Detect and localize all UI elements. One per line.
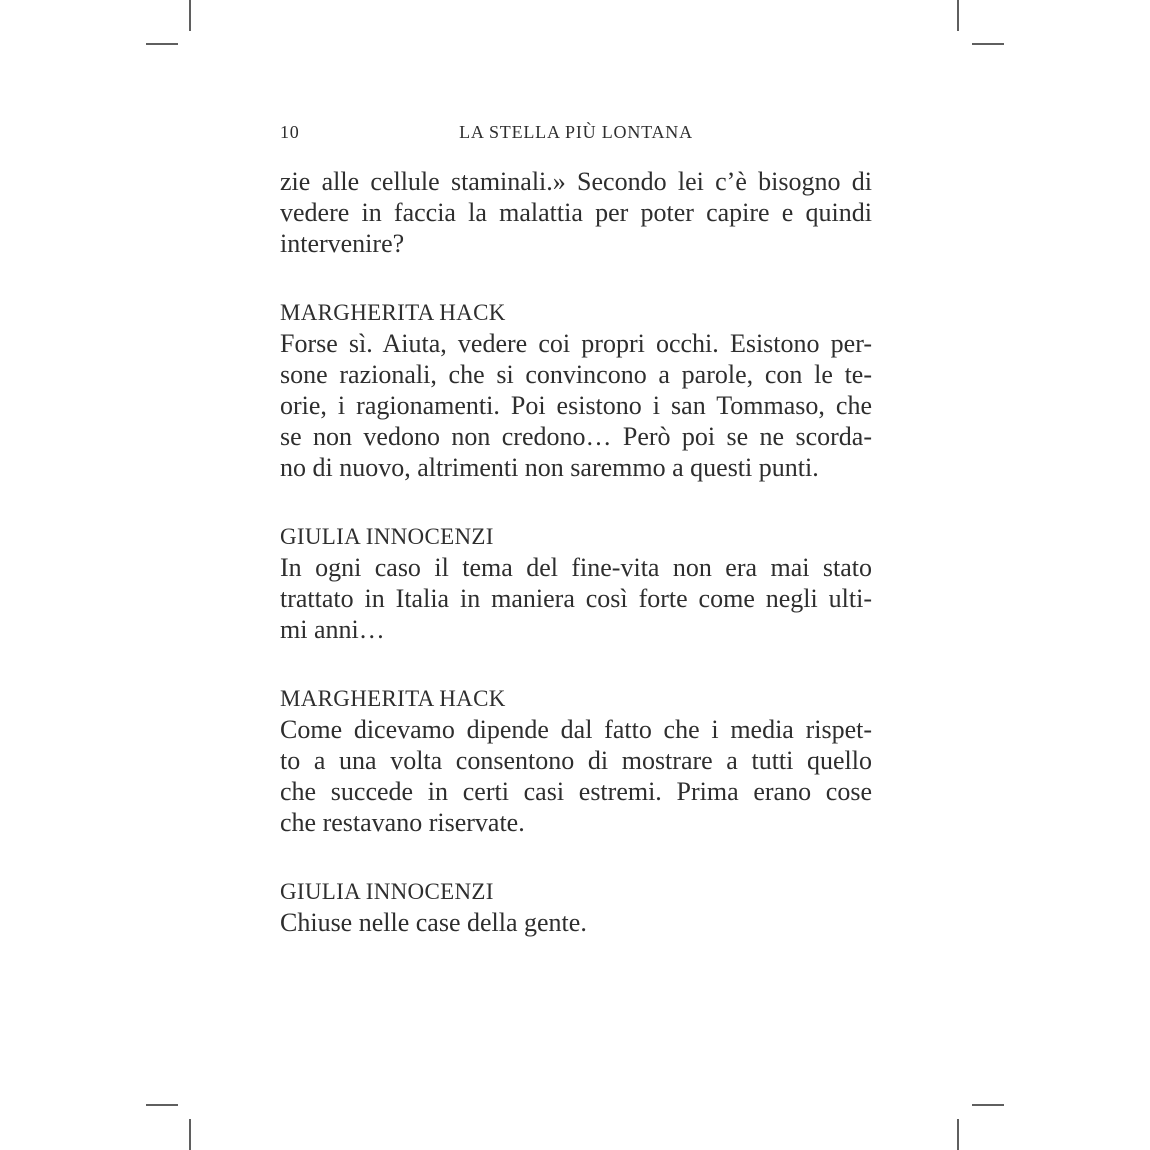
text-line: mi anni… — [280, 615, 385, 644]
dialogue-section — [280, 297, 872, 483]
text-line: intervenire? — [280, 229, 405, 258]
text-line: no di nuovo, altrimenti non saremmo a questi punti. — [280, 453, 819, 482]
text-line: Forse sì. Aiuta, vedere coi propri occhi. Esistono per- — [280, 329, 872, 358]
crop-mark-bottom-left-vertical — [189, 1119, 191, 1150]
text-line: zie alle cellule staminali.» Secondo lei c’è bisogno di — [280, 167, 872, 196]
text-line: che succede in certi casi estremi. Prima erano cose — [280, 777, 872, 806]
text-line: vedere in faccia la malattia per poter capire e quindi — [280, 198, 872, 227]
speaker-name: MARGHERITA HACK — [280, 686, 506, 711]
crop-mark-bottom-left-horizontal — [146, 1104, 178, 1106]
text-line: orie, i ragionamenti. Poi esistono i san Tommaso, che — [280, 391, 872, 420]
crop-mark-top-right-vertical — [957, 0, 959, 31]
text-line: trattato in Italia in maniera così forte come negli ulti- — [280, 584, 872, 613]
text-line: Come dicevamo dipende dal fatto che i media rispet- — [280, 715, 872, 744]
crop-mark-bottom-right-vertical — [957, 1119, 959, 1150]
running-head — [280, 122, 872, 146]
dialogue-section — [280, 683, 872, 838]
dialogue-section — [280, 166, 872, 259]
crop-mark-bottom-right-horizontal — [972, 1104, 1004, 1106]
dialogue-section — [280, 876, 872, 938]
dialogue — [280, 166, 872, 938]
text-line: sone razionali, che si convincono a parole, con le te- — [280, 360, 872, 389]
crop-mark-top-left-horizontal — [146, 43, 178, 45]
crop-mark-top-right-horizontal — [972, 43, 1004, 45]
text-line: se non vedono non credono… Però poi se ne scorda- — [280, 422, 872, 451]
text-line: Chiuse nelle case della gente. — [280, 908, 587, 937]
speaker-name: MARGHERITA HACK — [280, 300, 506, 325]
crop-mark-top-left-vertical — [189, 0, 191, 31]
running-title: LA STELLA PIÙ LONTANA — [459, 122, 693, 142]
speaker-name: GIULIA INNOCENZI — [280, 524, 494, 549]
speaker-name: GIULIA INNOCENZI — [280, 879, 494, 904]
text-line: to a una volta consentono di mostrare a tutti quello — [280, 746, 872, 775]
text-line: In ogni caso il tema del fine-vita non era mai stato — [280, 553, 872, 582]
dialogue-section — [280, 521, 872, 645]
page-number: 10 — [280, 122, 300, 142]
text-line: che restavano riservate. — [280, 808, 525, 837]
